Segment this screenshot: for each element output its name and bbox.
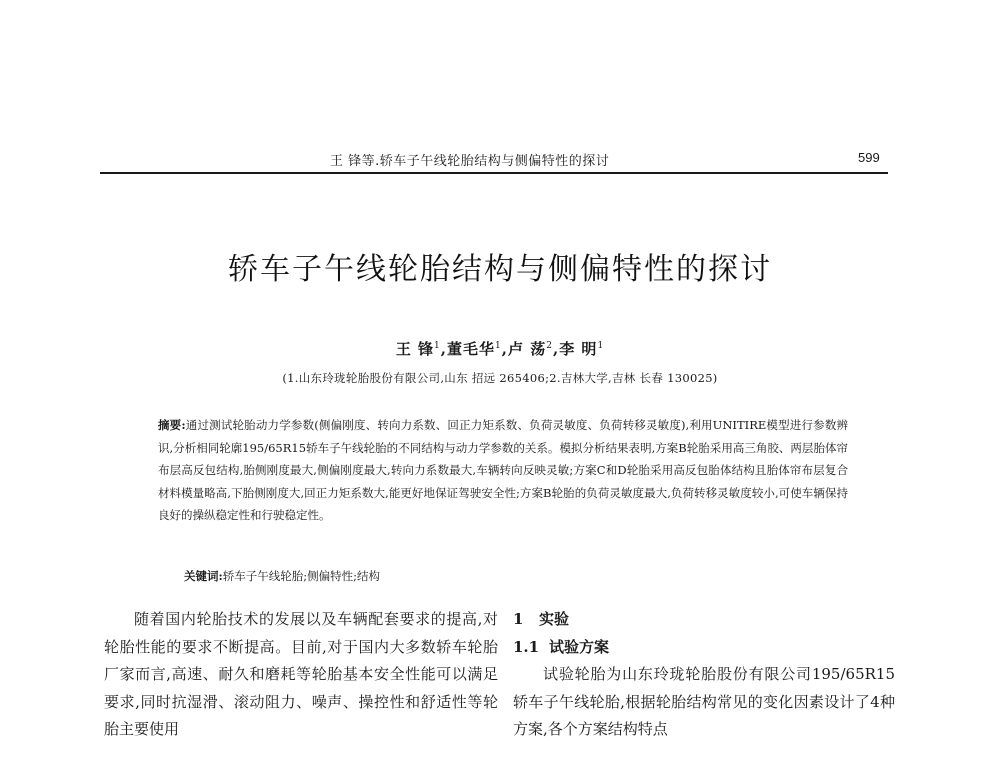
- body-line: 等轮胎基本安全性能可以满足要求,同时抗湿滑、: [104, 665, 498, 711]
- body-right-column: [513, 606, 895, 744]
- keywords: [184, 566, 824, 586]
- section-heading: [513, 606, 895, 634]
- body-left-column: [104, 606, 498, 744]
- page-number: 599: [858, 150, 880, 165]
- author-affil-mark: 1: [597, 341, 605, 351]
- body-line: 随着国内轮胎技术的发展以及车辆配套要求: [134, 610, 431, 628]
- abstract: [158, 414, 848, 527]
- keywords-label: 关键词:: [184, 569, 223, 583]
- header-rule: [100, 172, 888, 174]
- author-name: 王 锋: [395, 340, 435, 358]
- body-paragraph: [104, 606, 498, 744]
- keywords-text: 轿车子午线轮胎;侧偏特性;结构: [222, 569, 380, 583]
- author-name: 卢 荡: [508, 340, 547, 358]
- author-name: 董毛华: [447, 340, 496, 358]
- body-line: 滚动阻力、噪声、操控性和舒适性等轮胎主要使用: [104, 692, 498, 738]
- subsection-number: 1.1: [513, 637, 540, 656]
- body-line: 的提高,对轮胎性能的要求不断提高。目前,对于: [104, 610, 498, 656]
- abstract-label: 摘要:: [158, 418, 186, 432]
- abstract-text: 通过测试轮胎动力学参数(侧偏刚度、转向力系数、回正力矩系数、负荷灵敏度、负荷转移灵敏度),利用UNITIRE模型进行参数辨识,分析相同轮廓195/65R15轿车子午线轮胎的不同结构与动力学参数的关系。模拟分析结果表明,方案B轮胎采用高三角胶、两层胎体帘布层高反包结构,胎侧刚度最大,侧偏刚度最大,转向力系数最大,车辆转向反映灵敏;方案C和D轮胎采用高反包胎体结构且胎体帘布层复合材料模量略高,下胎侧刚度大,回正力矩系数大,能更好地保证驾驶安全性;方案B轮胎的负荷灵敏度最大,负荷转移灵敏度较小,可使车辆保持良好的操纵稳定性和行驶稳定性。: [158, 418, 848, 522]
- author-affil-mark: 2: [546, 341, 553, 351]
- author-name: 李 明: [559, 340, 598, 358]
- subsection-heading: [513, 634, 895, 662]
- author-separator: ,: [552, 340, 560, 358]
- author-list: [0, 338, 1000, 359]
- author-affil-mark: 1: [495, 341, 502, 351]
- author-separator: ,: [501, 340, 508, 358]
- running-head-text: 王 锋等.轿车子午线轮胎结构与侧偏特性的探讨: [330, 154, 610, 169]
- paper-title: 轿车子午线轮胎结构与侧偏特性的探讨: [228, 252, 772, 287]
- running-head: [0, 148, 1000, 168]
- affiliation: (1.山东玲珑轮胎股份有限公司,山东 招远 265406;2.吉林大学,吉林 长春 130025): [282, 371, 718, 385]
- body-line: 的变化因素设计了4种方案,各个方案结构特点: [513, 692, 895, 738]
- body-line: 国内大多数轿车轮胎厂家而言,高速、耐久和磨耗: [104, 637, 498, 683]
- section-title: 实验: [539, 610, 570, 628]
- subsection-title: 试验方案: [549, 637, 610, 656]
- body-line: 195/65R15轿车子午线轮胎,根据轮胎结构常见: [513, 665, 895, 711]
- section-number: 1: [513, 610, 524, 628]
- body-paragraph: [513, 661, 895, 744]
- author-separator: ,: [440, 340, 448, 358]
- body-line: 试验轮胎为山东玲珑轮胎股份有限公司: [543, 665, 812, 683]
- author-affil-mark: 1: [434, 341, 441, 351]
